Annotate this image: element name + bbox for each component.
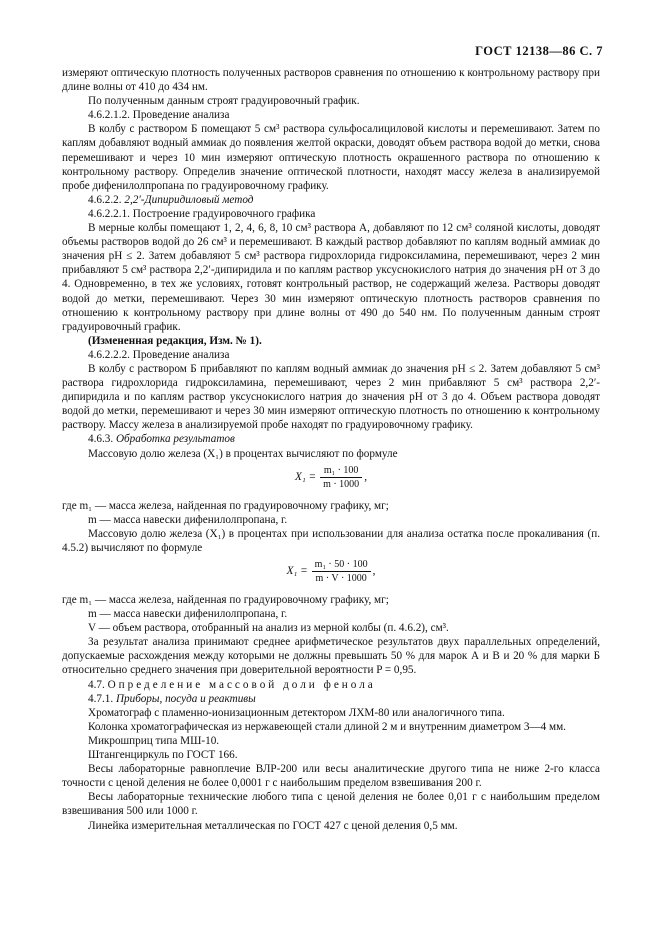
paragraph: За результат анализа принимают среднее арифметическое результатов двух параллельных определений, допускаемые расхождения между которыми не должны превышать 50 % для марок А и В и 20 % для марки Б относительно среднего значения при доверительной вероятности P = 0,95. (62, 636, 600, 677)
list-item: Весы лабораторные равноплечие ВЛР-200 или весы аналитические другого типа не ниже 2-го класса точности с ценой деления не более 0,0001 г с наибольшим пределом взвешивания 200 г. (62, 763, 600, 790)
section-heading: 4.7. Определение массовой доли фенола (88, 678, 376, 691)
paragraph: По полученным данным строят градуировочный график. (88, 95, 360, 108)
formula-lhs: X₁ = (286, 565, 308, 578)
list-item: Весы лабораторные технические любого типа с ценой деления не более 0,01 г с наибольшим пределом взвешивания 500 или 1000 г. (62, 791, 600, 818)
formula-fraction (312, 559, 371, 584)
section-heading: 4.7.1. Приборы, посуда и реактивы (88, 692, 256, 705)
paragraph: измеряют оптическую плотность полученных растворов сравнения по отношению к контрольному раствору при длине волны от 410 до 434 нм. (62, 67, 600, 94)
list-item: Штангенциркуль по ГОСТ 166. (88, 749, 238, 762)
paragraph: Массовую долю железа (X₁) в процентах при использовании для анализа остатка после прокаливания (п. 4.5.2) вычисляют по формуле (62, 527, 600, 554)
document-body (62, 66, 600, 833)
formula-denominator: m · 1000 (323, 478, 360, 490)
paragraph: В мерные колбы помещают 1, 2, 4, 6, 8, 10 см³ раствора А, добавляют по 12 см³ соляной кислоты, доводят объемы растворов водой до 26 см³ и перемешивают. В каждый раствор добавляют по каплям водный аммиак до значения pH ≤ 2. Затем добавляют 5 см³ раствора гидрохлорида гидроксиламина, перемешивают, через 2 мин прибавляют 5 см³ раствора 2,2′-дипиридила и по каплям раствор уксуснокислого натрия до значения pH от 3 до 4. Одновременно, в тех же условиях, готовят контрольный раствор, не содержащий железа. Растворы доводят водой до метки, перемешивают. Через 30 мин измеряют оптическую плотность растворов сравнения по отношению к контрольному раствору при длине волны от 490 до 540 нм. По полученным данным строят градуировочный график. (62, 222, 600, 333)
page-header: ГОСТ 12138—86 С. 7 (475, 44, 603, 58)
results-title: Обработка результатов (115, 433, 235, 446)
legend-line: V — объем раствора, отобранный на анализ из мерной колбы (п. 4.6.2), см³. (88, 622, 449, 635)
list-item: Хроматограф с пламенно-ионизационным детектором ЛХМ-80 или аналогичного типа. (88, 706, 505, 719)
formula-fraction (320, 465, 362, 490)
method-title: 2,2′-Дипиридиловый метод (124, 193, 254, 206)
formula-lhs: X₁ = (295, 471, 317, 484)
paragraph: Массовую долю железа (X₁) в процентах вычисляют по формуле (88, 447, 398, 460)
legend-line: m — масса навески дифенилолпропана, г. (88, 513, 288, 526)
list-item: Колонка хроматографическая из нержавеющей стали длиной 2 м и внутренним диаметром 3—4 мм. (88, 720, 566, 733)
legend-line: m — масса навески дифенилолпропана, г. (88, 608, 288, 621)
formula-numerator: m₁ · 50 · 100 (312, 559, 371, 572)
section-heading: 4.6.2.2.1. Построение градуировочного графика (88, 207, 316, 220)
paragraph: В колбу с раствором Б помещают 5 см³ раствора сульфосалициловой кислоты и перемешивают. Затем по каплям добавляют водный аммиак до появления желтой окраски, доводят объем раствора водой до метки, снова перемешивают и через 10 мин измеряют оптическую плотность окрашенного раствора по отношению к контрольному раствору. Определив значение оптической плотности, находят массу железа в анализируемой пробе дифенилолпропана по градуировочному графику. (62, 123, 600, 192)
section-heading: 4.6.3. Обработка результатов (88, 433, 235, 446)
formula-2: X₁ = $\frac{\text{m₁ · 50 · 100}}{m \cdot V \cdot 1000}$ , (286, 559, 376, 584)
paragraph: В колбу с раствором Б прибавляют по каплям водный аммиак до значения pH ≤ 2. Затем добавляют 5 см³ раствора гидрохлорида гидроксиламина, перемешивают, через 2 мин прибавляют 5 см³ раствора 2,2′-дипиридила и по каплям раствор уксуснокислого натрия до значения pH от 3 до 4. Объем раствора доводят водой до метки, перемешивают и через 30 мин измеряют оптическую плотность по отношению к контрольному раствору. Массу железа в анализируемой пробе находят по градуировочному графику. (62, 362, 600, 432)
list-item: Микрошприц типа МШ-10. (88, 734, 220, 747)
list-item: Линейка измерительная металлическая по ГОСТ 427 с ценой деления 0,5 мм. (88, 819, 458, 832)
section-heading: 4.6.2.2.2. Проведение анализа (88, 348, 230, 361)
section-heading: 4.6.2.1.2. Проведение анализа (88, 109, 230, 122)
amendment-note: (Измененная редакция, Изм. № 1). (88, 334, 262, 347)
section-heading: 4.6.2.2. 2,2′-Дипиридиловый метод (88, 193, 254, 206)
formula-denominator: m · V · 1000 (315, 573, 367, 584)
formula-numerator: m₁ · 100 (320, 465, 362, 478)
equipment-title: Приборы, посуда и реактивы (115, 692, 256, 705)
legend-line: где m₁ — масса железа, найденная по градуировочному графику, мг; (62, 499, 389, 512)
legend-line: где m₁ — масса железа, найденная по градуировочному графику, мг; (62, 594, 389, 606)
phenol-section-title: Определение массовой доли фенола (107, 678, 376, 691)
formula-1: X₁ = $\frac{\text{m₁ · 100}}{m \cdot 1000}$ , (295, 464, 367, 490)
